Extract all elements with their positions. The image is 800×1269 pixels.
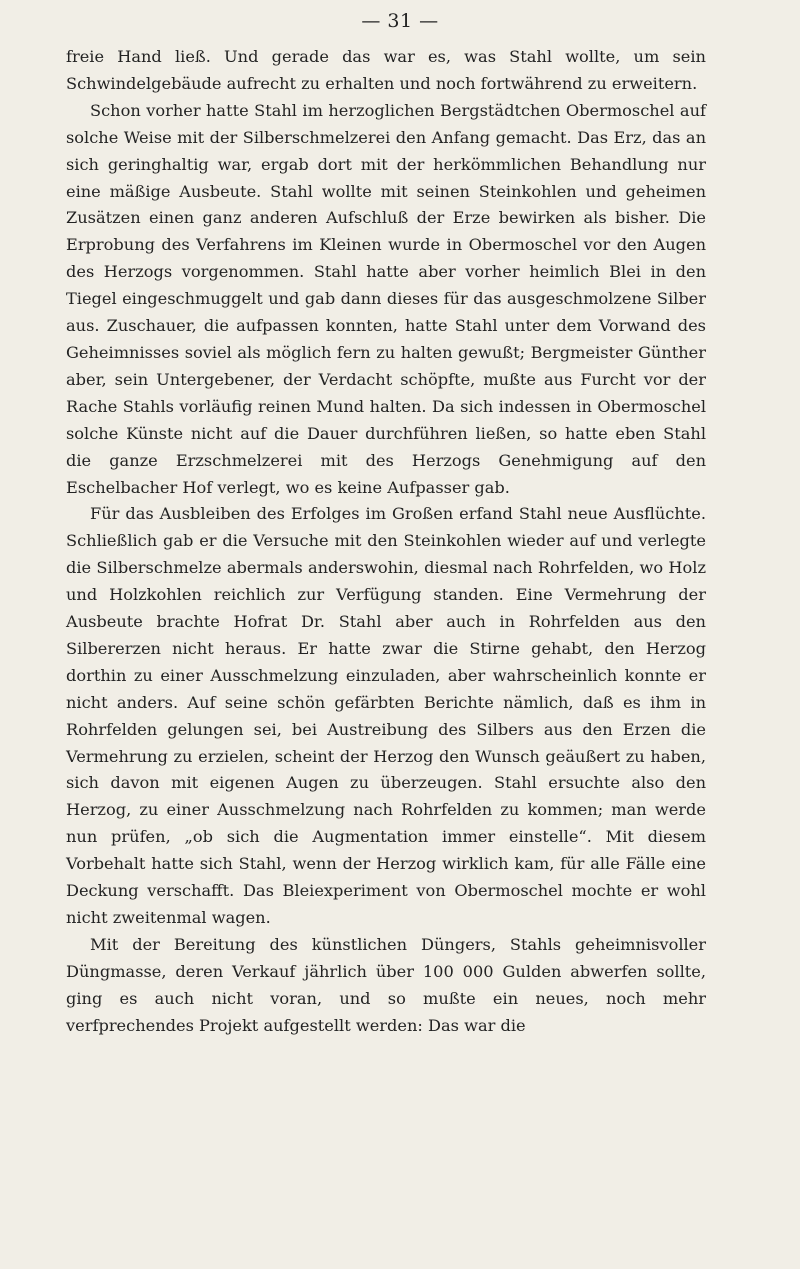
body-text bbox=[66, 44, 706, 1040]
paragraph: Mit der Bereitung des künstlichen Düngers, Stahls geheimnisvoller Düngmasse, deren Verkauf jährlich über 100 000 Gulden abwerfen sollte, ging es auch nicht voran, und so mußte ein neues, noch mehr verfprechendes Projekt aufgestellt werden: Das war die bbox=[66, 934, 706, 1035]
paragraph: Schon vorher hatte Stahl im herzoglichen Bergstädtchen Obermoschel auf solche Weise mit der Silberschmelzerei den Anfang gemacht. Das Erz, das an sich geringhaltig war, ergab dort mit der herkömmlichen Behandlung nur eine mäßige Ausbeute. Stahl wollte mit seinen Steinkohlen und geheimen Zusätzen einen ganz anderen Aufschluß der Erze bewirken als bisher. Die Erprobung des Verfahrens im Kleinen wurde in Obermoschel vor den Augen des Herzogs vorgenommen. Stahl hatte aber vorher heimlich Blei in den Tiegel eingeschmuggelt und gab dann dieses für das ausgeschmolzene Silber aus. Zuschauer, die aufpassen konnten, hatte Stahl unter dem Vorwand des Geheimnisses soviel als möglich fern zu halten gewußt; Bergmeister Günther aber, sein Untergebener, der Verdacht schöpfte, mußte aus Furcht vor der Rache Stahls vorläufig reinen Mund halten. Da sich indessen in Obermoschel solche Künste nicht auf die Dauer durchführen ließen, so hatte eben Stahl die ganze Erzschmelzerei mit des Herzogs Genehmigung auf den Eschelbacher Hof verlegt, wo es keine Aufpasser gab. bbox=[66, 100, 706, 497]
paragraph: freie Hand ließ. Und gerade das war es, was Stahl wollte, um sein Schwindelgebäude aufrecht zu erhalten und noch fortwährend zu erweitern. bbox=[66, 47, 706, 93]
page-number: — 31 — bbox=[361, 10, 439, 32]
paragraph: Für das Ausbleiben des Erfolges im Großen erfand Stahl neue Ausflüchte. Schließlich gab er die Versuche mit den Steinkohlen wieder auf und verlegte die Silberschmelze abermals anderswohin, diesmal nach Rohrfelden, wo Holz und Holzkohlen reichlich zur Verfügung standen. Eine Vermehrung der Ausbeute brachte Hofrat Dr. Stahl aber auch in Rohrfelden aus den Silbererzen nicht heraus. Er hatte zwar die Stirne gehabt, den Herzog dorthin zu einer Ausschmelzung einzuladen, aber wahrscheinlich konnte er nicht anders. Auf seine schön gefärbten Berichte nämlich, daß es ihm in Rohrfelden gelungen sei, bei Austreibung des Silbers aus den Erzen die Vermehrung zu erzielen, scheint der Herzog den Wunsch geäußert zu haben, sich davon mit eigenen Augen zu überzeugen. Stahl ersuchte also den Herzog, zu einer Ausschmelzung nach Rohrfelden zu kommen; man werde nun prüfen, „ob sich die Augmentation immer einstelle“. Mit diesem Vorbehalt hatte sich Stahl, wenn der Herzog wirklich kam, für alle Fälle eine Deckung verschafft. Das Bleiexperiment von Obermoschel mochte er wohl nicht zweitenmal wagen. bbox=[66, 504, 706, 927]
